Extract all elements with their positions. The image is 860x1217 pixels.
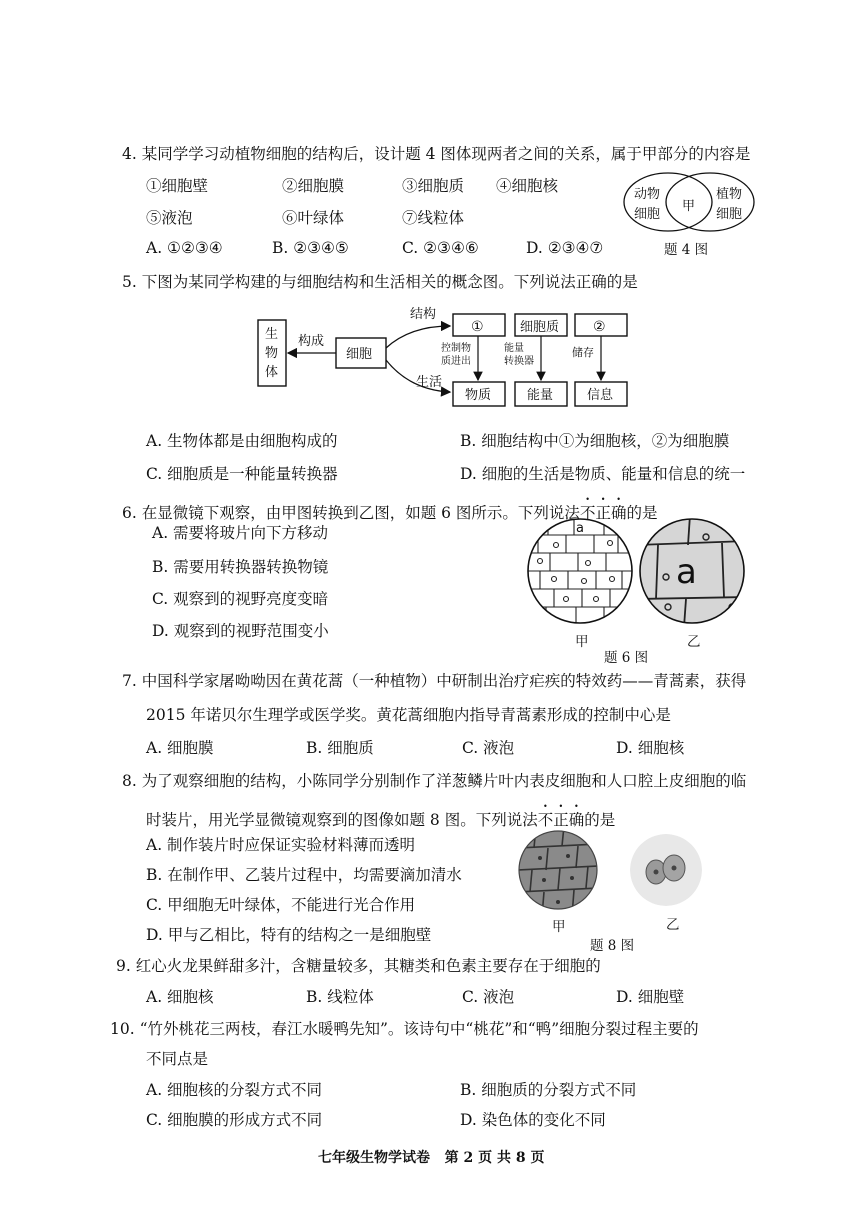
q5-option-d: D. 细胞的生活是物质、能量和信息的统一 — [460, 465, 746, 483]
energy-line1: 能量 — [504, 343, 524, 354]
control-line1: 控制物 — [441, 343, 471, 354]
q8-stem-line2: 时装片，用光学显微镜观察到的图像如题 8 图。下列说法不正确的是 — [146, 811, 616, 829]
organism-char-1: 生 — [265, 327, 279, 342]
q5-stem: 5. 下图为某同学构建的与细胞结构和生活相关的概念图。下列说法正确的是 — [122, 273, 638, 291]
box-2-label: ② — [593, 319, 606, 335]
view-jia-letter: a — [576, 521, 584, 536]
q10-stem-line1: 10. “竹外桃花三两枝，春江水暖鸭先知”。该诗句中“桃花”和“鸭”细胞分裂过程主要的 — [110, 1020, 699, 1038]
onion-cells-photo — [518, 826, 598, 916]
q4-option-d: D. ②③④⑦ — [526, 239, 604, 257]
q4-option-c: C. ②③④⑥ — [402, 239, 479, 257]
q9-option-b: B. 线粒体 — [306, 988, 374, 1006]
box-energy-label: 能量 — [527, 388, 554, 403]
venn-left-line2: 细胞 — [634, 207, 661, 222]
q8-cell-photos — [518, 826, 704, 916]
q7-option-c: C. 液泡 — [462, 739, 515, 757]
life-label: 生活 — [416, 375, 443, 390]
q5-option-c: C. 细胞质是一种能量转换器 — [146, 465, 338, 483]
q6-option-a: A. 需要将玻片向下方移动 — [152, 524, 329, 542]
q6-option-b: B. 需要用转换器转换物镜 — [152, 558, 329, 576]
organism-char-3: 体 — [265, 365, 279, 380]
q4-item-4: ④细胞核 — [496, 177, 559, 195]
q7-stem-line2: 2015 年诺贝尔生理学或医学奖。黄花蒿细胞内指导青蒿素形成的控制中心是 — [146, 706, 671, 724]
q8-option-c: C. 甲细胞无叶绿体，不能进行光合作用 — [146, 896, 416, 914]
q5-option-a: A. 生物体都是由细胞构成的 — [146, 432, 338, 450]
box-matter-label: 物质 — [465, 388, 492, 403]
q9-option-c: C. 液泡 — [462, 988, 515, 1006]
q9-option-a: A. 细胞核 — [146, 988, 214, 1006]
q4-item-3: ③细胞质 — [402, 177, 465, 195]
q9-option-d: D. 细胞壁 — [616, 988, 685, 1006]
q4-venn-diagram — [620, 168, 760, 234]
q4-item-1: ①细胞壁 — [146, 177, 209, 195]
organism-char-2: 物 — [265, 346, 279, 361]
venn-right-ellipse — [666, 173, 754, 231]
compose-label: 构成 — [298, 334, 325, 349]
q9-stem: 9. 红心火龙果鲜甜多汁，含糖量较多，其糖类和色素主要存在于细胞的 — [116, 957, 601, 975]
q10-option-b: B. 细胞质的分裂方式不同 — [460, 1081, 637, 1099]
venn-right-line2: 细胞 — [716, 207, 743, 222]
q10-stem-line2: 不同点是 — [146, 1050, 209, 1068]
q7-option-d: D. 细胞核 — [616, 739, 685, 757]
q7-option-b: B. 细胞质 — [306, 739, 374, 757]
venn-right-line1: 植物 — [716, 187, 743, 202]
q4-caption: 题 4 图 — [664, 242, 709, 258]
q8-option-b: B. 在制作甲、乙装片过程中，均需要滴加清水 — [146, 866, 462, 884]
control-line2: 质进出 — [441, 356, 471, 367]
cell-label: 细胞 — [346, 347, 373, 362]
q6-label-yi: 乙 — [687, 634, 701, 650]
q6-option-d: D. 观察到的视野范围变小 — [152, 622, 329, 640]
q6-microscope-views — [526, 515, 748, 631]
q6-option-c: C. 观察到的视野亮度变暗 — [152, 590, 329, 608]
q4-item-2: ②细胞膜 — [282, 177, 345, 195]
box-cytoplasm-label: 细胞质 — [520, 320, 560, 335]
venn-left-ellipse — [624, 173, 712, 231]
q7-stem-line1: 7. 中国科学家屠呦呦因在黄花蒿（一种植物）中研制出治疗疟疾的特效药——青蒿素，获得 — [122, 672, 747, 690]
q8-label-jia: 甲 — [552, 919, 566, 935]
q6-label-jia: 甲 — [575, 634, 589, 650]
structure-label: 结构 — [410, 307, 437, 322]
q4-item-5: ⑤液泡 — [146, 209, 193, 227]
q8-stem-line1: 8. 为了观察细胞的结构，小陈同学分别制作了洋葱鳞片叶内表皮细胞和人口腔上皮细胞的临 — [122, 772, 747, 790]
page-footer: 七年级生物学试卷 第 2 页 共 8 页 — [318, 1150, 545, 1166]
q4-item-6: ⑥叶绿体 — [282, 209, 345, 227]
q5-option-b: B. 细胞结构中①为细胞核，②为细胞膜 — [460, 432, 730, 450]
q7-option-a: A. 细胞膜 — [146, 739, 214, 757]
q10-option-c: C. 细胞膜的形成方式不同 — [146, 1111, 323, 1129]
venn-left-line1: 动物 — [634, 187, 661, 202]
q4-option-a: A. ①②③④ — [146, 239, 223, 257]
q10-option-a: A. 细胞核的分裂方式不同 — [146, 1081, 323, 1099]
energy-line2: 转换器 — [504, 356, 534, 367]
q8-caption: 题 8 图 — [590, 938, 635, 954]
venn-center: 甲 — [682, 199, 696, 214]
q8-option-a: A. 制作装片时应保证实验材料薄而透明 — [146, 836, 416, 854]
q4-item-7: ⑦线粒体 — [402, 209, 465, 227]
box-1-label: ① — [471, 319, 484, 335]
cheek-cells-photo — [630, 834, 702, 906]
q4-stem: 4. 某同学学习动植物细胞的结构后，设计题 4 图体现两者之间的关系，属于甲部分的内容是 — [122, 145, 751, 163]
q10-option-d: D. 染色体的变化不同 — [460, 1111, 606, 1129]
q4-option-b: B. ②③④⑤ — [272, 239, 349, 257]
q5-concept-map — [250, 298, 640, 414]
q6-stem: 6. 在显微镜下观察，由甲图转换到乙图，如题 6 图所示。下列说法不正确的是 — [122, 504, 658, 522]
q8-option-d: D. 甲与乙相比，特有的结构之一是细胞壁 — [146, 926, 432, 944]
view-yi-letter: a — [676, 552, 697, 592]
q6-caption: 题 6 图 — [604, 650, 649, 666]
store-label: 储存 — [572, 346, 594, 359]
box-information-label: 信息 — [587, 388, 614, 403]
q8-label-yi: 乙 — [666, 917, 680, 933]
